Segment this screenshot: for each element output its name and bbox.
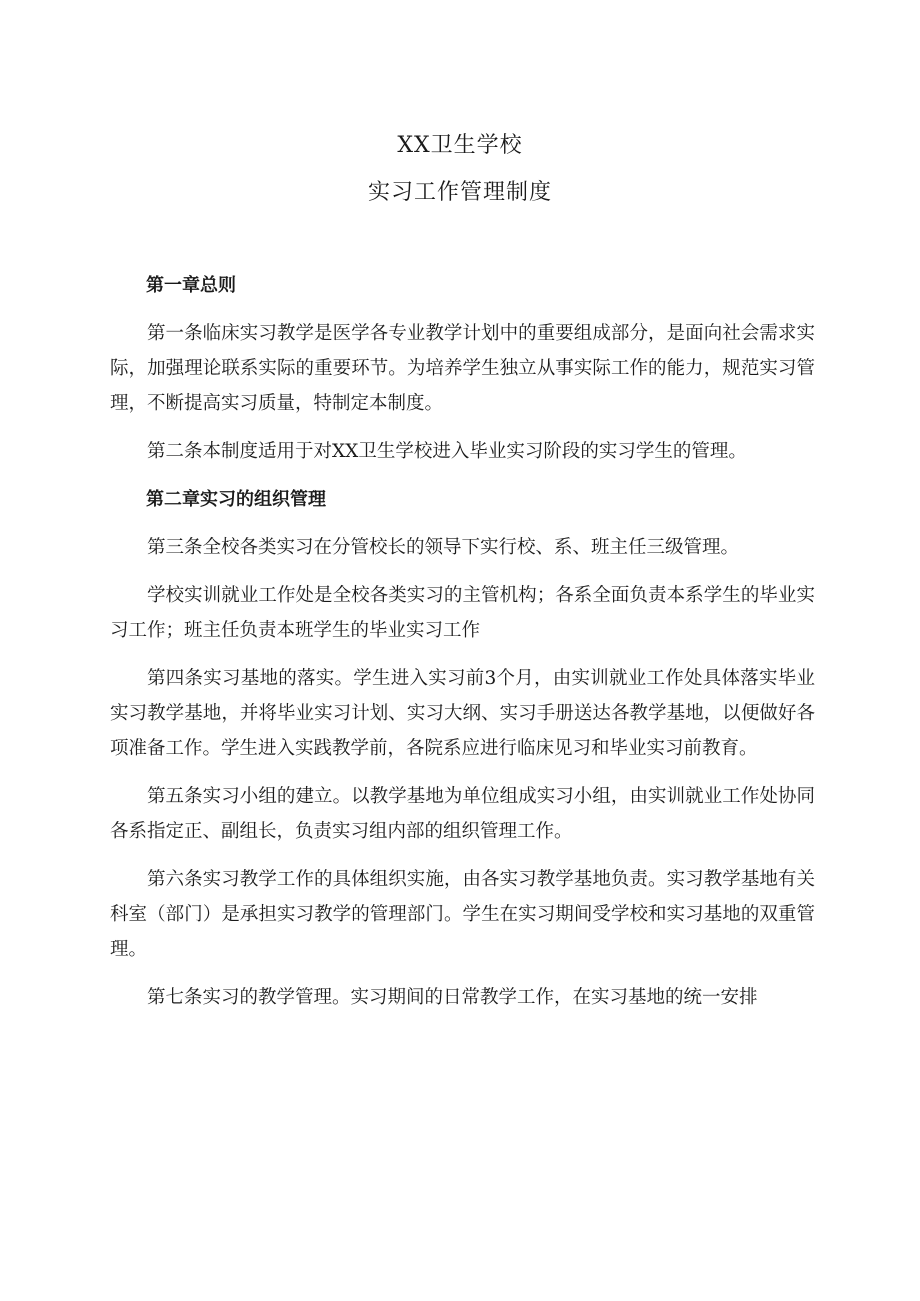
paragraph: 第四条实习基地的落实。学生进入实习前3个月，由实训就业工作处具体落实毕业实习教学基地，并将毕业实习计划、实习大纲、实习手册送达各教学基地，以便做好各项准备工作。学生进入实践教学前，各院系应进行临床见习和毕业实习前教育。	[110, 668, 815, 759]
document-title: XX卫生学校	[397, 133, 523, 158]
paragraph: 第七条实习的教学管理。实习期间的日常教学工作，在实习基地的统一安排	[147, 987, 758, 1008]
chapter-heading: 第一章总则	[146, 275, 236, 296]
paragraph: 第三条全校各类实习在分管校长的领导下实行校、系、班主任三级管理。	[147, 537, 740, 558]
paragraph: 第一条临床实习教学是医学各专业教学计划中的重要组成部分，是面向社会需求实际，加强理论联系实际的重要环节。为培养学生独立从事实际工作的能力，规范实习管理，不断提高实习质量，特制定本制度。	[110, 323, 815, 414]
paragraph: 第二条本制度适用于对XX卫生学校进入毕业实习阶段的实习学生的管理。	[147, 441, 747, 462]
document-subtitle: 实习工作管理制度	[367, 180, 552, 205]
paragraph: 第五条实习小组的建立。以教学基地为单位组成实习小组，由实训就业工作处协同各系指定正、副组长，负责实习组内部的组织管理工作。	[110, 786, 815, 842]
chapter-heading: 第二章实习的组织管理	[146, 489, 326, 510]
paragraph: 第六条实习教学工作的具体组织实施，由各实习教学基地负责。实习教学基地有关科室（部门）是承担实习教学的管理部门。学生在实习期间受学校和实习基地的双重管理。	[110, 869, 815, 960]
document-body	[110, 268, 815, 1015]
paragraph: 学校实训就业工作处是全校各类实习的主管机构；各系全面负责本系学生的毕业实习工作；班主任负责本班学生的毕业实习工作	[110, 585, 815, 641]
